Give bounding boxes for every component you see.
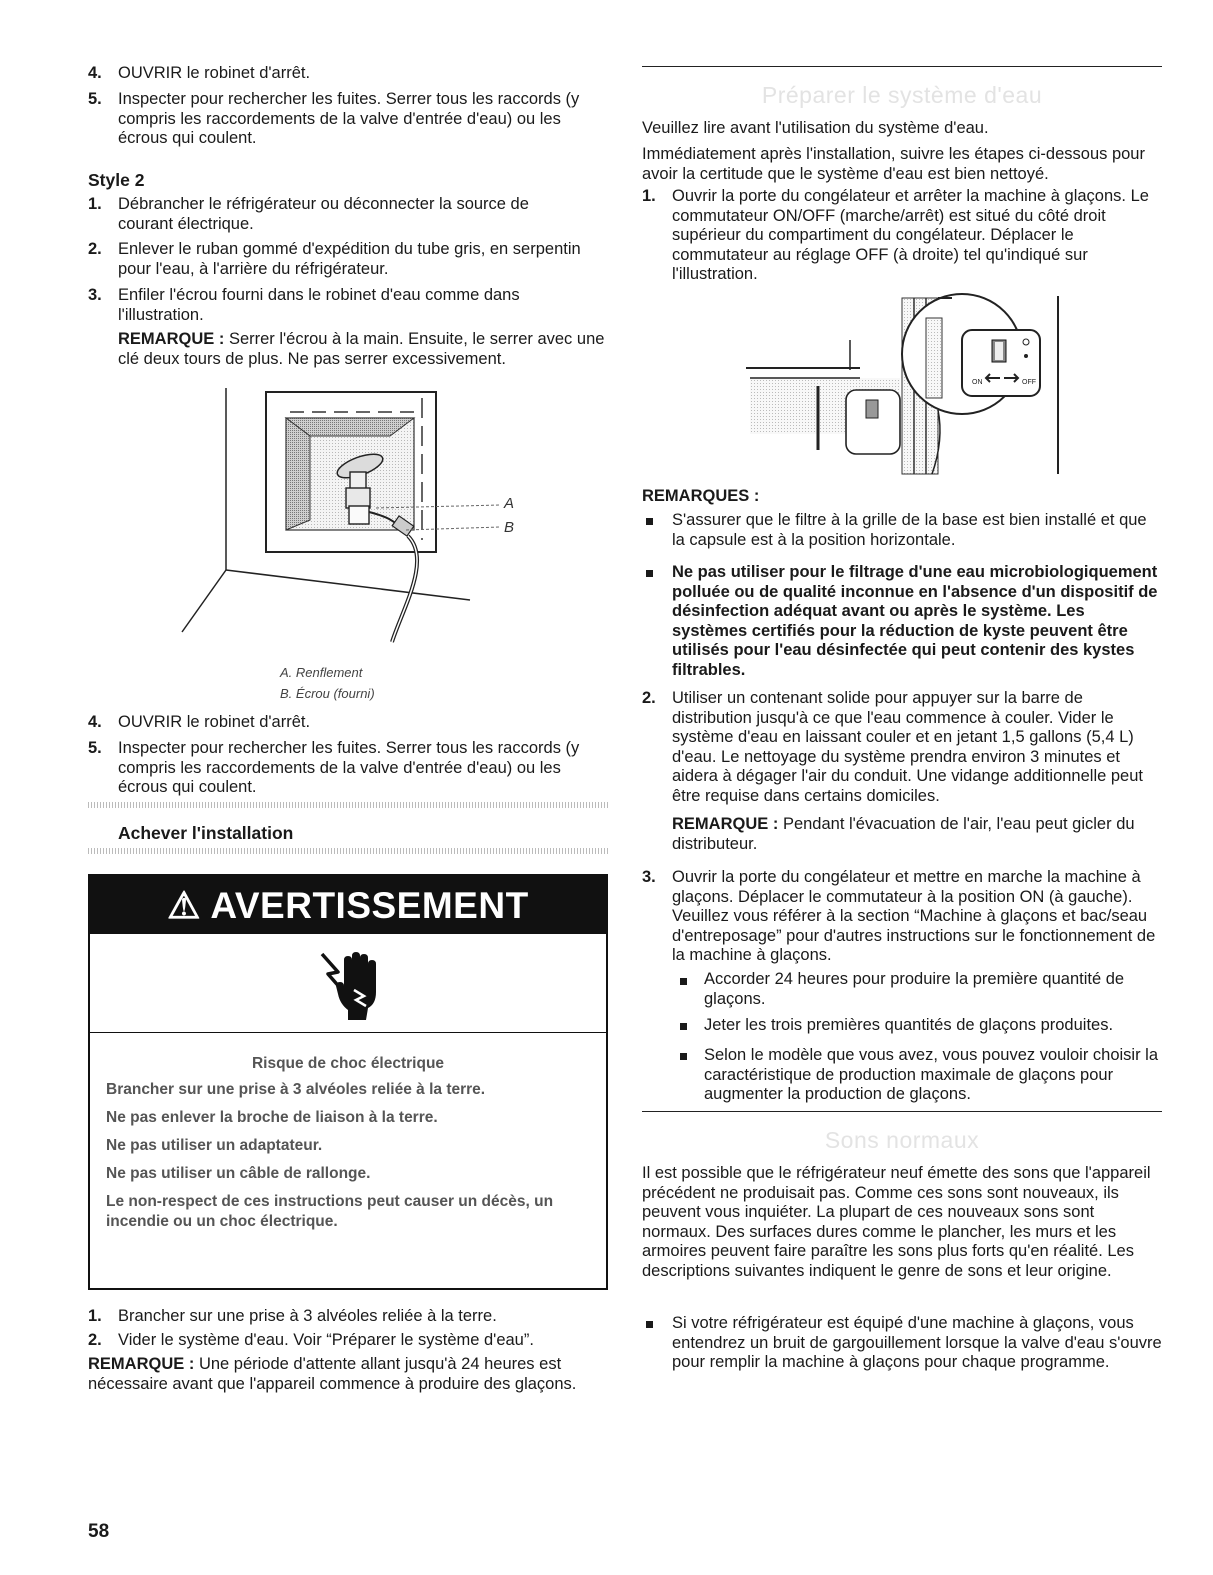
page-number: 58	[88, 1521, 110, 1542]
warning-risk: Risque de choc électrique	[251, 1055, 445, 1072]
switch-on-label: ON	[972, 379, 983, 386]
sub-bullet-text: Selon le modèle que vous avez, vous pouvez vouloir choisir la caractéristique de production maximale de glaçons pour augmenter la production de glaçons.	[704, 1046, 1159, 1103]
step-number: 5.	[88, 90, 102, 108]
warning-line: Brancher sur une prise à 3 alvéoles reliée à la terre.	[106, 1081, 486, 1098]
step-number: 4.	[88, 713, 102, 731]
bullet-text: Si votre réfrigérateur est équipé d'une machine à glaçons, vous entendrez un bruit de gargouillement lorsque la valve d'eau s'ouvre pour remplir la machine à glaçons pour chaque programme.	[672, 1314, 1162, 1371]
warning-line: Ne pas utiliser un adaptateur.	[106, 1137, 323, 1154]
intro-text: Veuillez lire avant l'utilisation du système d'eau.	[642, 119, 989, 137]
section-divider	[88, 848, 608, 854]
remarque-text: Une période d'attente allant jusqu'à 24 heures est nécessaire avant que l'appareil commence à produire des glaçons.	[88, 1355, 577, 1393]
remarque-text: Serrer l'écrou à la main. Ensuite, le serrer avec une clé deux tours de plus. Ne pas serrer excessivement.	[118, 330, 605, 368]
warning-line: Le non-respect de ces instructions peut causer un décès, un incendie ou un choc électrique.	[106, 1193, 554, 1230]
final-remarque	[88, 1355, 608, 1394]
sub-bullet	[680, 1053, 687, 1060]
step-number: 2.	[88, 240, 102, 258]
bullet	[646, 570, 653, 577]
step-number: 5.	[88, 739, 102, 757]
warning-divider	[90, 1032, 606, 1033]
step-text: Vider le système d'eau. Voir “Préparer le système d'eau”.	[118, 1331, 534, 1349]
style2-heading: Style 2	[88, 170, 145, 190]
remarque	[118, 330, 608, 369]
step-number: 4.	[88, 64, 102, 82]
remarque-label: REMARQUE :	[672, 815, 779, 833]
warning-header	[90, 876, 606, 934]
step-text: Inspecter pour rechercher les fuites. Serrer tous les raccords (y compris les raccordements de la valve d'entrée d'eau) ou les écrous qui coulent.	[118, 90, 580, 147]
caption-b: B. Écrou (fourni)	[280, 686, 375, 701]
step-text: Ouvrir la porte du congélateur et arrêter la machine à glaçons. Le commutateur ON/OFF (marche/arrêt) est situé du côté droit supérieur du compartiment du congélateur. Déplacer le commutateur au réglage OFF (à droite) tel qu'indiqué sur l'illustration.	[672, 187, 1149, 283]
figure-label-a: A	[504, 495, 515, 512]
bullet	[646, 518, 653, 525]
step-text: Enfiler l'écrou fourni dans le robinet d'eau comme dans l'illustration.	[118, 286, 520, 324]
step-number: 1.	[88, 1307, 102, 1325]
ice-maker-switch-illustration	[742, 290, 1062, 478]
step-text: Inspecter pour rechercher les fuites. Serrer tous les raccords (y compris les raccordements de la valve d'entrée d'eau) ou les écrous qui coulent.	[118, 739, 580, 796]
sub-bullet	[680, 1023, 687, 1030]
remarque-label: REMARQUE :	[88, 1355, 195, 1373]
step-text: OUVRIR le robinet d'arrêt.	[118, 713, 311, 731]
bullet	[646, 1321, 653, 1328]
heading-rule	[642, 1111, 1162, 1112]
heading-normal-sounds: Sons normaux	[824, 1127, 980, 1153]
step-text: OUVRIR le robinet d'arrêt.	[118, 64, 311, 82]
sub-bullet-text: Jeter les trois premières quantités de glaçons produites.	[704, 1016, 1114, 1034]
remarque-label: REMARQUE :	[118, 330, 225, 348]
step-number: 3.	[642, 868, 656, 886]
step2-remarque	[672, 815, 1162, 854]
remarque-text: Pendant l'évacuation de l'air, l'eau peut gicler du distributeur.	[672, 815, 1135, 853]
section-title: Achever l'installation	[118, 823, 294, 843]
step-number: 1.	[88, 195, 102, 213]
warning-triangle-icon: ⚠	[167, 885, 201, 926]
intro-text: Immédiatement après l'installation, suivre les étapes ci-dessous pour avoir la certitude que le système d'eau est bien nettoyé.	[642, 145, 1145, 183]
remarques-label: REMARQUES :	[642, 487, 760, 505]
step-number: 2.	[88, 1331, 102, 1349]
section-divider	[88, 802, 608, 808]
sub-bullet	[680, 978, 687, 985]
step-text: Débrancher le réfrigérateur ou déconnecter la source de courant électrique.	[118, 195, 529, 233]
sons-paragraph: Il est possible que le réfrigérateur neuf émette des sons que l'appareil précédent ne produisait pas. Comme ces sons sont nouveaux, ils peuvent vous inquiéter. La plupart de ces nouveaux sons sont normaux. Des surfaces dures comme le plancher, les murs et les armoires peuvent faire paraître les sons plus forts qu'en réalité. Les descriptions suivantes indiquent le genre de sons et leur origine.	[642, 1164, 1151, 1280]
warning-box	[88, 874, 608, 1290]
warning-title: AVERTISSEMENT	[210, 885, 529, 926]
figure-label-b: B	[504, 519, 515, 536]
switch-off-label: OFF	[1022, 379, 1036, 386]
heading-rule	[642, 66, 1162, 67]
step-text: Utiliser un contenant solide pour appuyer sur la barre de distribution jusqu'à ce que l'eau commence à couler. Vider le système d'eau en laissant couler et en jetant 1,5 gallons (5,4 L) d'eau. Le nettoyage du système prendra environ 3 minutes et aidera à dégager l'air du conduit. Une vidange additionnelle peut être requise dans certains domiciles.	[672, 689, 1143, 805]
caption-a: A. Renflement	[280, 665, 363, 680]
step-text: Ouvrir la porte du congélateur et mettre en marche la machine à glaçons. Déplacer le commutateur à la position ON (à gauche). Veuillez vous référer à la section “Machine à glaçons et bac/seau d'entreposage” pour d'autres instructions sur le fonctionnement de la machine à glaçons.	[672, 868, 1156, 964]
valve-illustration	[170, 380, 530, 645]
step-text: Enlever le ruban gommé d'expédition du tube gris, en serpentin pour l'eau, à l'arrière du réfrigérateur.	[118, 240, 581, 278]
step-number: 1.	[642, 187, 656, 205]
bullet-text-bold: Ne pas utiliser pour le filtrage d'une eau microbiologiquement polluée ou de qualité inconnue en l'absence d'un dispositif de désinfection adéquat avant ou après le système. Les systèmes certifiés pour la réduction de kyste peuvent être utilisés pour l'eau désinfectée qui peut contenir des kystes filtrables.	[672, 563, 1158, 679]
step-text: Brancher sur une prise à 3 alvéoles reliée à la terre.	[118, 1307, 497, 1325]
warning-line: Ne pas utiliser un câble de rallonge.	[106, 1165, 371, 1182]
step-number: 2.	[642, 689, 656, 707]
heading-prepare-water-system: Préparer le système d'eau	[761, 82, 1043, 108]
step-number: 3.	[88, 286, 102, 304]
electric-shock-hand-icon	[308, 946, 388, 1026]
sub-bullet-text: Accorder 24 heures pour produire la première quantité de glaçons.	[704, 970, 1125, 1008]
warning-line: Ne pas enlever la broche de liaison à la terre.	[106, 1109, 438, 1126]
bullet-text: S'assurer que le filtre à la grille de la base est bien installé et que la capsule est à la position horizontale.	[672, 511, 1147, 549]
